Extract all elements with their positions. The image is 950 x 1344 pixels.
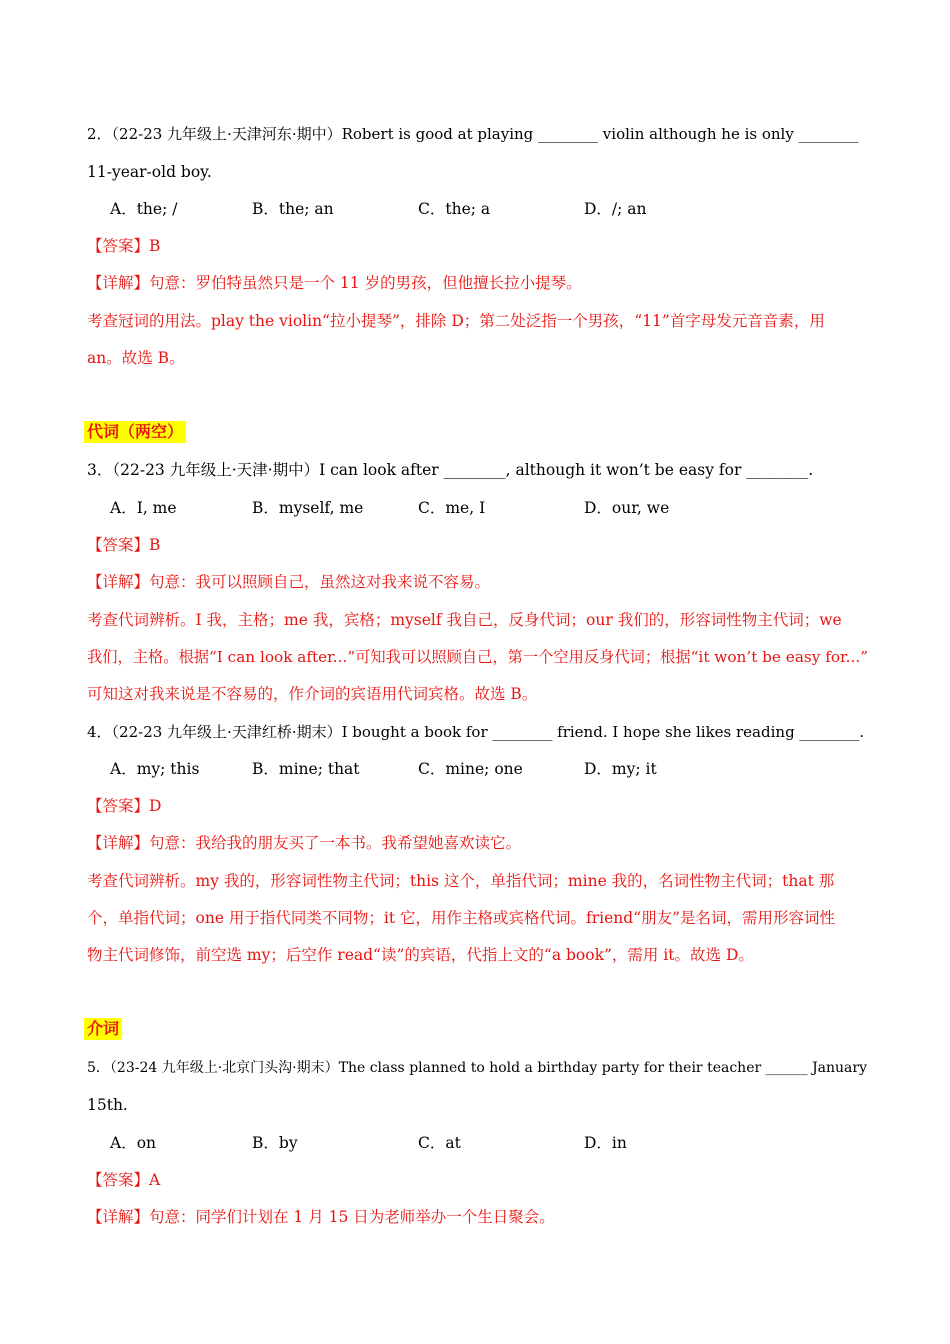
q4-option-a: A．my; this <box>110 760 200 778</box>
q5-explain-line1: 【详解】句意：同学们计划在 1 月 15 日为老师举办一个生日聚会。 <box>87 1208 555 1226</box>
q4-answer: 【答案】D <box>87 797 162 815</box>
q2-explain-line2: 考查冠词的用法。play the violin“拉小提琴”，排除 D；第二处泛指一个男孩，“11”首字母发元音音素，用 <box>87 312 825 330</box>
q4-option-d: D．my; it <box>584 760 657 778</box>
q4-explain-line4: 物主代词修饰，前空选 my；后空作 read“读”的宾语，代指上文的“a book”，需用 it。故选 D。 <box>87 946 754 964</box>
q3-explain-line3: 我们，主格。根据“I can look after...”可知我可以照顾自己，第一个空用反身代词；根据“it won’t be easy for...” <box>87 648 868 666</box>
q4-explain-line2: 考查代词辨析。my 我的，形容词性物主代词；this 这个，单指代词；mine 我的，名词性物主代词；that 那 <box>87 872 835 890</box>
q2-answer: 【答案】B <box>87 237 161 255</box>
q3-explain-line1: 【详解】句意：我可以照顾自己，虽然这对我来说不容易。 <box>87 573 491 591</box>
q3-stem-line1: 3．（22-23 九年级上·天津·期中）I can look after ________, although it won’t be easy for ________. <box>87 461 814 479</box>
q4-explain-line1: 【详解】句意：我给我的朋友买了一本书。我希望她喜欢读它。 <box>87 834 522 852</box>
section-heading-pronouns: 代词（两空） <box>84 421 186 443</box>
q2-stem-line1: 2．（22-23 九年级上·天津河东·期中）Robert is good at playing ________ violin although he is only ________ <box>87 125 859 143</box>
q2-explain-line1: 【详解】句意：罗伯特虽然只是一个 11 岁的男孩，但他擅长拉小提琴。 <box>87 274 582 292</box>
q4-option-b: B．mine; that <box>252 760 360 778</box>
q2-option-c: C．the; a <box>418 200 491 218</box>
q3-option-a: A．I, me <box>110 499 177 517</box>
q2-option-b: B．the; an <box>252 200 334 218</box>
q5-option-c: C．at <box>418 1134 461 1152</box>
q4-explain-line3: 个，单指代词；one 用于指代同类不同物；it 它，用作主格或宾格代词。friend“朋友”是名词，需用形容词性 <box>87 909 836 927</box>
q2-stem-line2: 11-year-old boy. <box>87 163 212 181</box>
q5-stem-line2: 15th. <box>87 1096 128 1114</box>
q3-option-d: D．our, we <box>584 499 670 517</box>
q3-explain-line2: 考查代词辨析。I 我，主格；me 我，宾格；myself 我自己，反身代词；our 我们的，形容词性物主代词；we <box>87 611 842 629</box>
q2-option-a: A．the; / <box>110 200 178 218</box>
q3-option-c: C．me, I <box>418 499 486 517</box>
q2-option-d: D．/; an <box>584 200 647 218</box>
q5-option-d: D．in <box>584 1134 627 1152</box>
q4-option-c: C．mine; one <box>418 760 523 778</box>
q3-option-b: B．myself, me <box>252 499 364 517</box>
q2-explain-line3: an。故选 B。 <box>87 349 185 367</box>
q3-answer: 【答案】B <box>87 536 161 554</box>
q5-option-a: A．on <box>110 1134 157 1152</box>
section-heading-prepositions: 介词 <box>84 1018 122 1040</box>
q5-answer: 【答案】A <box>87 1171 161 1189</box>
q4-stem-line1: 4．（22-23 九年级上·天津红桥·期末）I bought a book for ________ friend. I hope she likes reading ________. <box>87 723 865 741</box>
q3-explain-line4: 可知这对我来说是不容易的，作介词的宾语用代词宾格。故选 B。 <box>87 685 538 703</box>
q5-option-b: B．by <box>252 1134 298 1152</box>
q5-stem-line1: 5．（23-24 九年级上·北京门头沟·期末）The class planned to hold a birthday party for their teacher ______ January <box>87 1060 868 1076</box>
